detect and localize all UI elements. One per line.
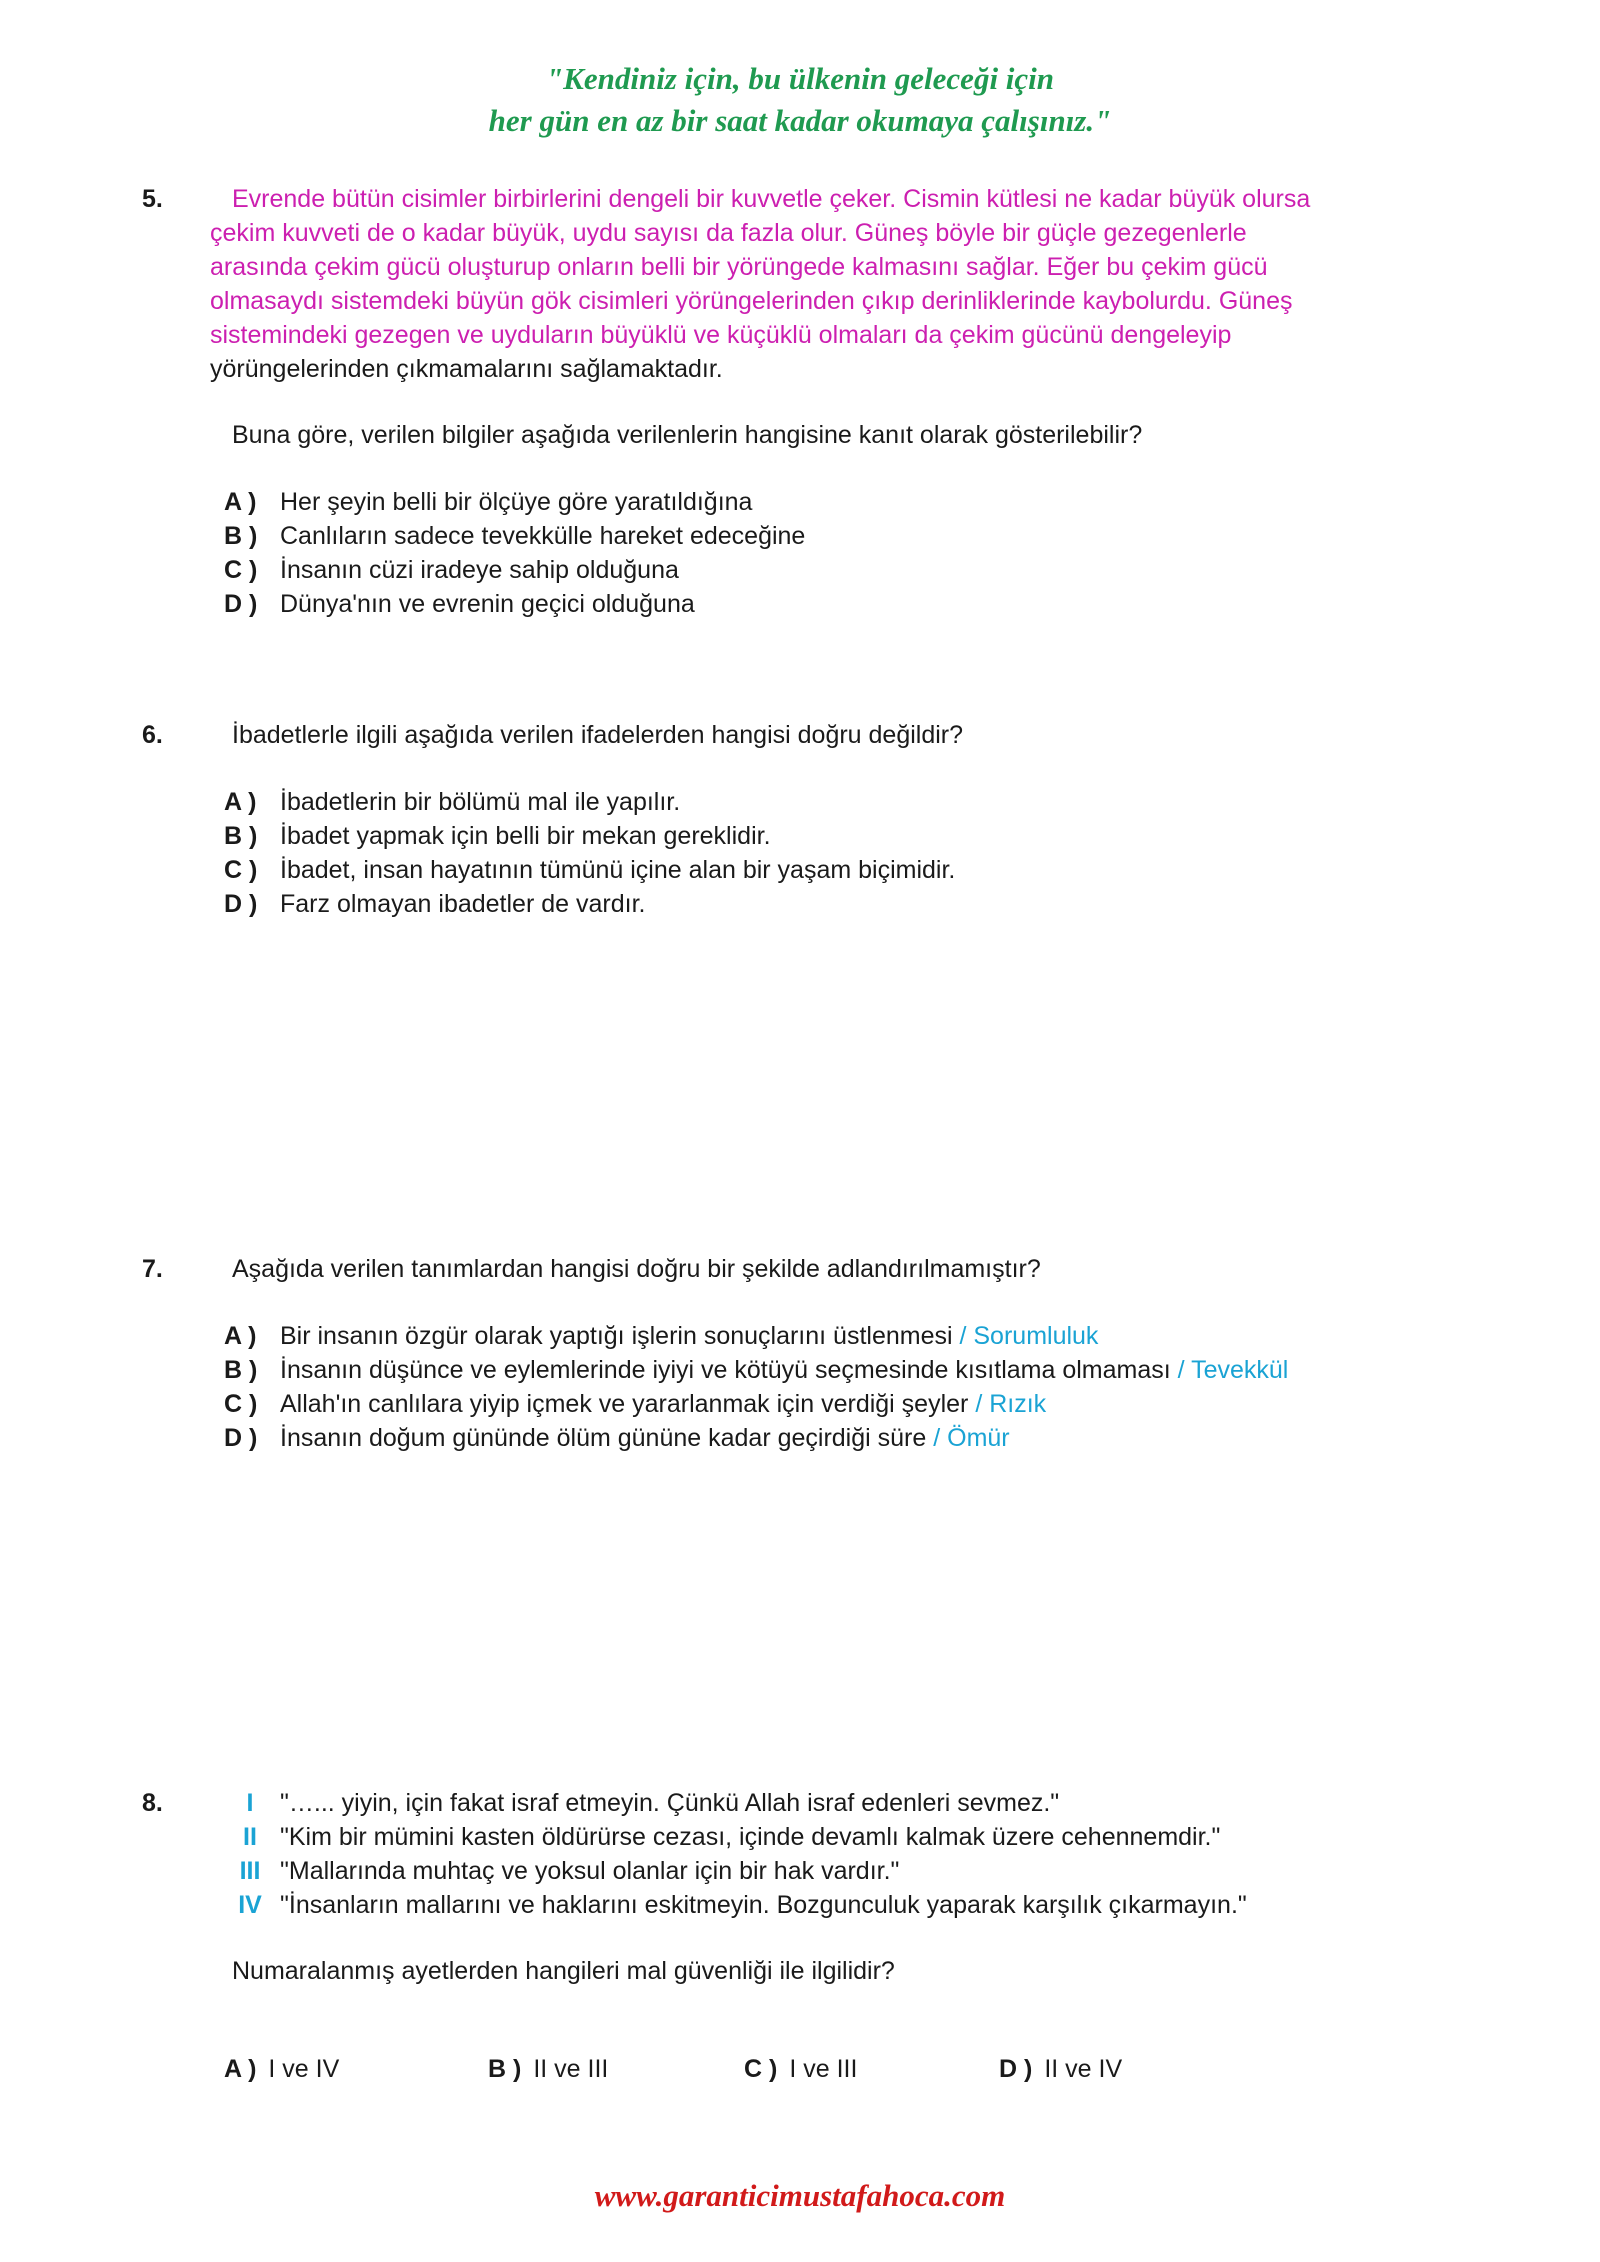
option-term: / Ömür [926,1424,1010,1452]
question-stem: Buna göre, verilen bilgiler aşağıda verilenlerin hangisine kanıt olarak gösterilebilir? [232,421,1143,449]
option-letter: A ) [224,788,257,816]
question-stem: Numaralanmış ayetlerden hangileri mal güvenliği ile ilgilidir? [232,1957,895,1985]
option-term: / Rızık [968,1390,1047,1418]
option-text: Dünya'nın ve evrenin geçici olduğuna [280,590,695,618]
option-letter: D ) [224,1424,258,1452]
motto [0,58,1600,142]
option-text: Her şeyin belli bir ölçüye göre yaratıldığına [280,488,753,516]
roman-numeral: I [246,1789,254,1817]
motto-line-2: her gün en az bir saat kadar okumaya çalışınız." [488,103,1112,138]
option-text: İbadet yapmak için belli bir mekan gereklidir. [280,822,771,850]
option-letter: D ) [999,2055,1033,2083]
option-letter: A ) [224,2055,257,2083]
option-text: Farz olmayan ibadetler de vardır. [280,890,646,918]
option-text: I ve III [789,2055,858,2083]
option-letter: D ) [224,890,258,918]
option-text: II ve III [533,2055,609,2083]
option-letter: A ) [224,488,257,516]
option-text: İbadet, insan hayatının tümünü içine alan bir yaşam biçimidir. [280,856,956,884]
paragraph-line: Evrende bütün cisimler birbirlerini dengeli bir kuvvetle çeker. Cismin kütlesi ne kadar büyük olursa [232,185,1311,213]
option-text: Allah'ın canlılara yiyip içmek ve yararlanmak için verdiği şeyler [280,1390,969,1418]
option-letter: C ) [744,2055,778,2083]
statement-text: "Kim bir mümini kasten öldürürse cezası, içinde devamlı kalmak üzere cehennemdir." [280,1823,1221,1851]
option-letter: D ) [224,590,258,618]
option-term: / Tevekkül [1170,1356,1289,1384]
option-letter: B ) [224,1356,258,1384]
option-text: İnsanın doğum gününde ölüm gününe kadar geçirdiği süre [280,1424,927,1452]
roman-numeral: II [243,1823,257,1851]
option-d[interactable] [999,2052,1122,2086]
option-letter: B ) [224,822,258,850]
question-paragraph [210,182,1310,386]
question-stem: İbadetlerle ilgili aşağıda verilen ifadelerden hangisi doğru değildir? [232,721,964,749]
statement-text: "İnsanların mallarını ve haklarını eskitmeyin. Bozgunculuk yaparak karşılık çıkarmayın." [280,1891,1247,1919]
question-number: 7. [142,1255,163,1283]
paragraph-line: olmasaydı sistemdeki büyün gök cisimleri yörüngelerinden çıkıp derinliklerinde kaybolurdu. Güneş [210,287,1293,315]
option-letter: C ) [224,856,258,884]
paragraph-line: yörüngelerinden çıkmamalarını sağlamaktadır. [210,355,723,383]
option-a[interactable] [224,2052,339,2086]
option-text: I ve IV [268,2055,340,2083]
footer-website[interactable]: www.garanticimustafahoca.com [594,2178,1006,2213]
option-c[interactable] [744,2052,857,2086]
option-text: Bir insanın özgür olarak yaptığı işlerin sonuçlarını üstlenmesi [280,1322,953,1350]
option-text: İbadetlerin bir bölümü mal ile yapılır. [280,788,681,816]
option-b[interactable] [488,2052,608,2086]
option-text: II ve IV [1044,2055,1123,2083]
roman-numeral: IV [238,1891,262,1919]
paragraph-line: çekim kuvveti de o kadar büyük, uydu sayısı da fazla olur. Güneş böyle bir güçle gezegenlerle [210,219,1247,247]
option-term: / Sorumluluk [952,1322,1099,1350]
roman-numeral: III [239,1857,261,1885]
option-letter: A ) [224,1322,257,1350]
statement-text: "…... yiyin, için fakat israf etmeyin. Çünkü Allah israf edenleri sevmez." [280,1789,1060,1817]
option-letter: B ) [488,2055,522,2083]
option-letter: C ) [224,1390,258,1418]
option-letter: B ) [224,522,258,550]
motto-line-1: "Kendiniz için, bu ülkenin geleceği için [545,61,1055,96]
option-text: İnsanın düşünce ve eylemlerinde iyiyi ve kötüyü seçmesinde kısıtlama olmaması [280,1356,1171,1384]
paragraph-line: arasında çekim gücü oluşturup onların belli bir yörüngede kalmasını sağlar. Eğer bu çekim gücü [210,253,1268,281]
statement-text: "Mallarında muhtaç ve yoksul olanlar için bir hak vardır." [280,1857,900,1885]
paragraph-line: sistemindeki gezegen ve uyduların büyüklü ve küçüklü olmaları da çekim gücünü dengeleyip [210,321,1232,349]
question-number: 8. [142,1789,163,1817]
question-number: 5. [142,185,163,213]
option-text: İnsanın cüzi iradeye sahip olduğuna [280,556,679,584]
option-text: Canlıların sadece tevekkülle hareket edeceğine [280,522,806,550]
question-number: 6. [142,721,163,749]
question-stem: Aşağıda verilen tanımlardan hangisi doğru bir şekilde adlandırılmamıştır? [232,1255,1041,1283]
option-letter: C ) [224,556,258,584]
